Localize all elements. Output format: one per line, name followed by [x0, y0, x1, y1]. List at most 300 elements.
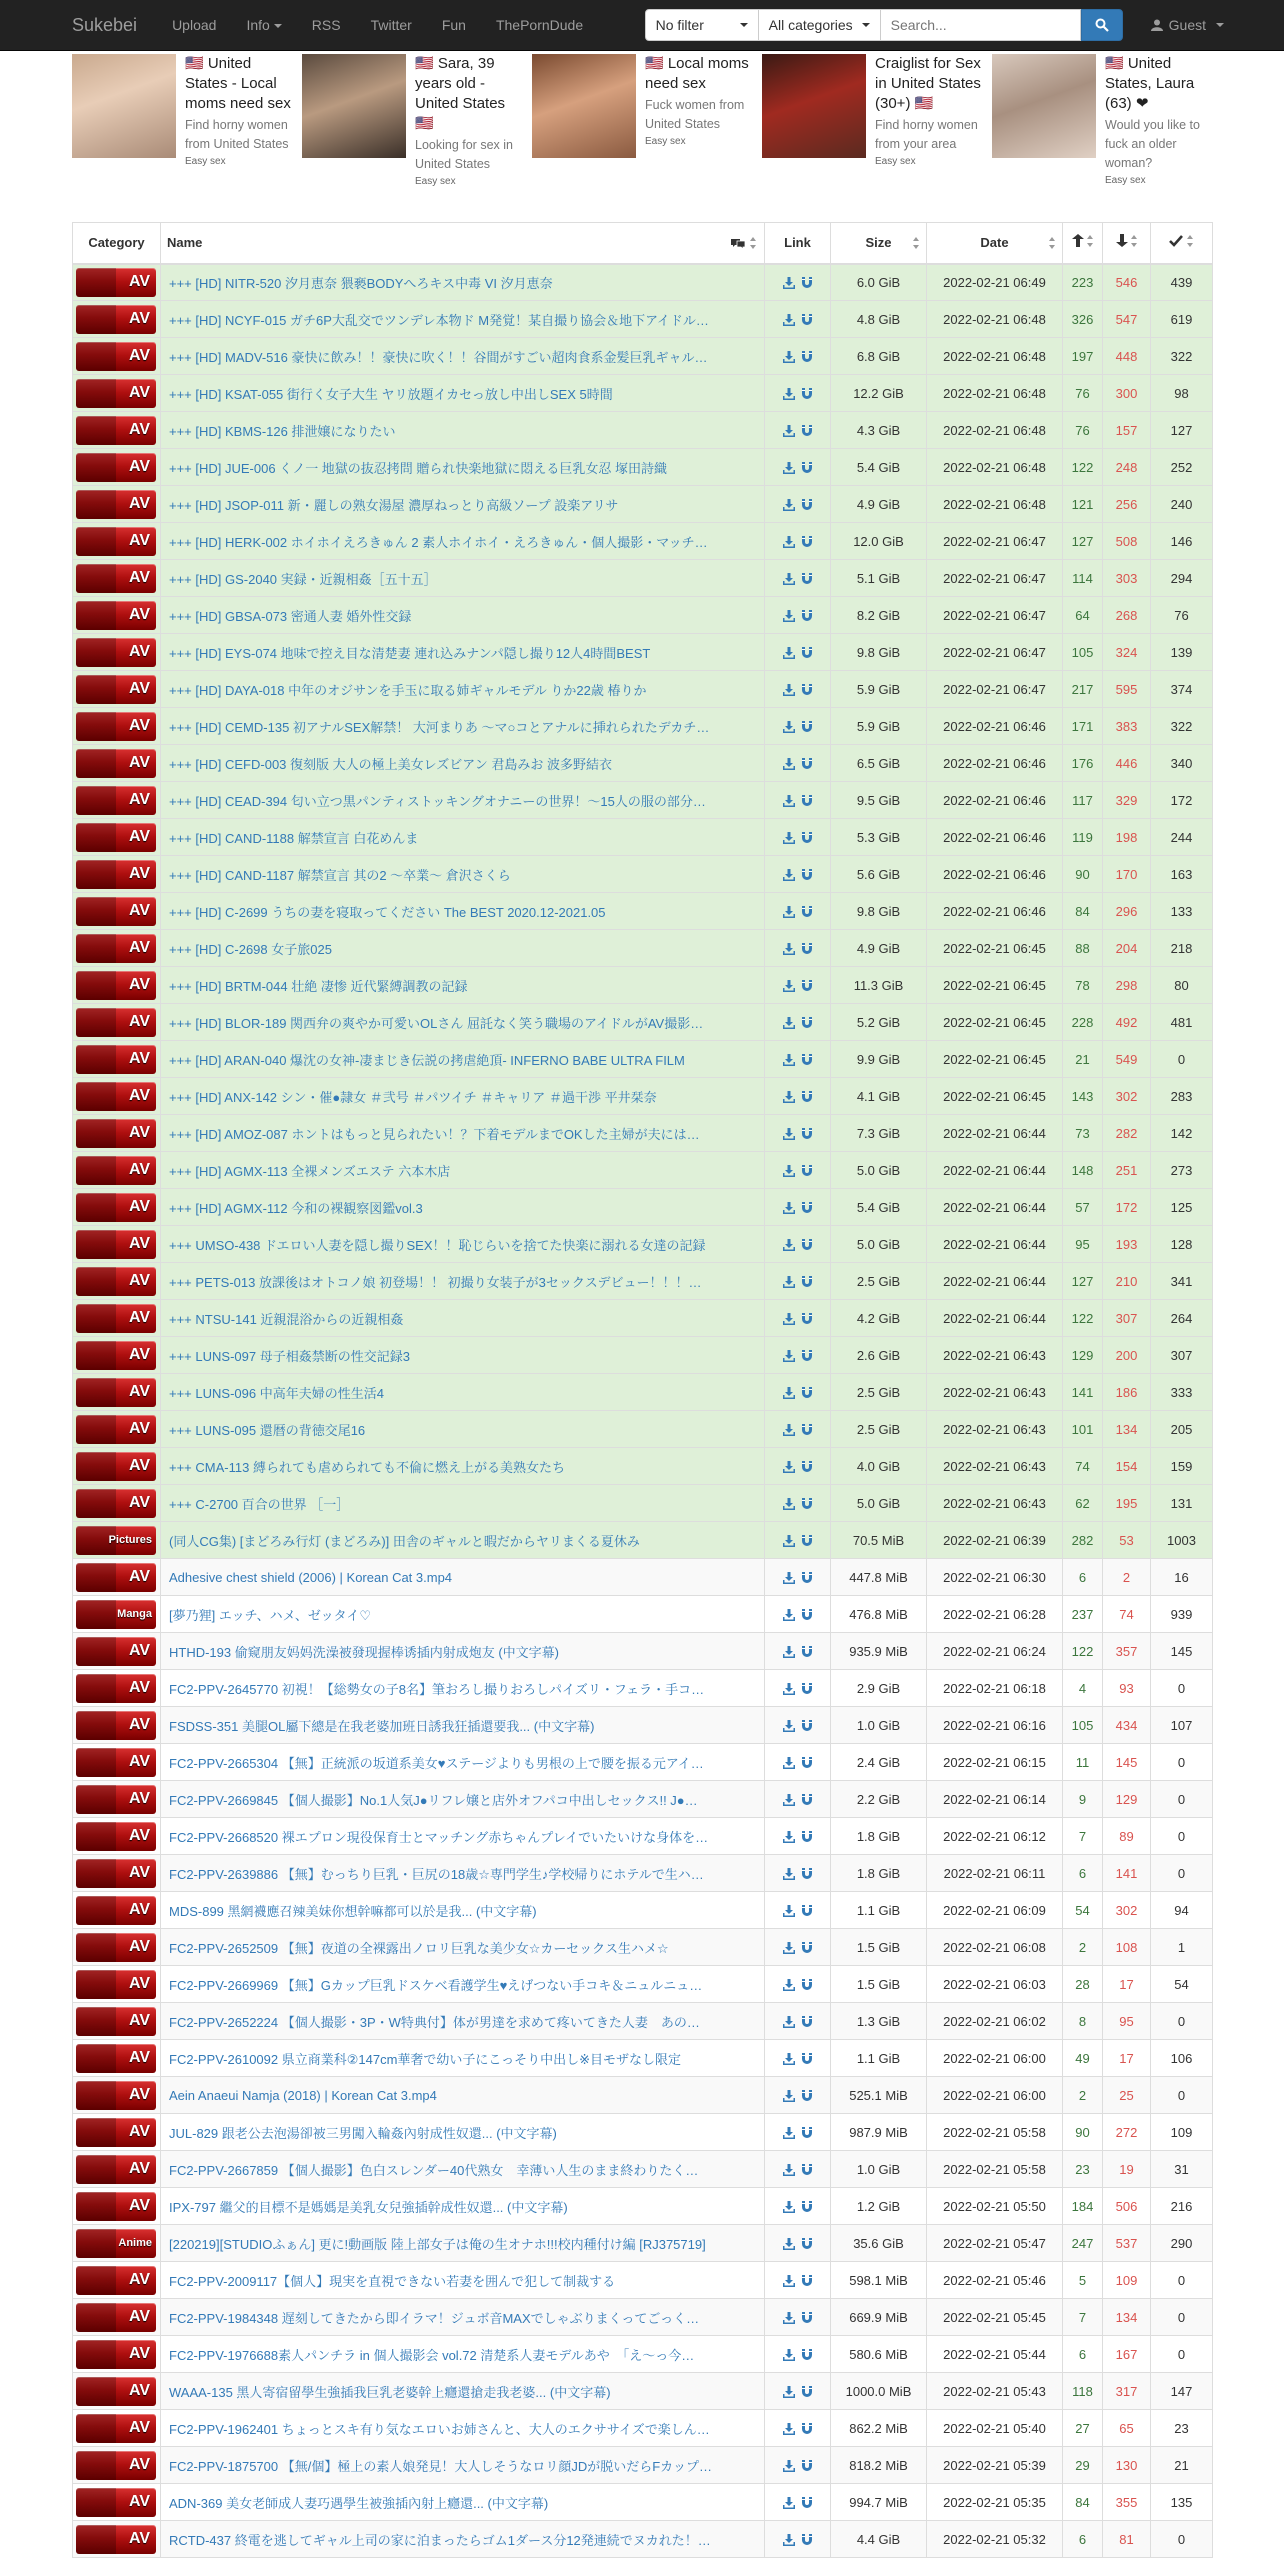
magnet-icon[interactable]	[801, 1646, 813, 1658]
category-badge[interactable]	[76, 416, 156, 445]
torrent-title-link[interactable]: FC2-PPV-2645770 初視！【総勢女の子8名】筆おろし撮りおろしパイズリ・フェラ・手コ…	[169, 1681, 705, 1697]
category-badge[interactable]	[76, 1230, 156, 1259]
magnet-icon[interactable]	[801, 314, 813, 326]
category-badge[interactable]	[76, 638, 156, 667]
magnet-icon[interactable]	[801, 536, 813, 548]
download-icon[interactable]	[783, 1017, 795, 1029]
torrent-title-link[interactable]: FC2-PPV-1984348 遅刻してきたから即イラマ！ジュボ音MAXでしゃぶりまくってごっく…	[169, 2310, 700, 2326]
download-icon[interactable]	[783, 1424, 795, 1436]
nav-twitter[interactable]: Twitter	[370, 17, 412, 33]
category-badge[interactable]	[76, 1822, 156, 1851]
magnet-icon[interactable]	[801, 2201, 813, 2213]
category-badge[interactable]	[76, 2044, 156, 2073]
torrent-title-link[interactable]: ADN-369 美女老師成人妻巧遇學生被強插內射上癮還... (中文字幕)	[169, 2495, 549, 2511]
brand-link[interactable]: Sukebei	[72, 14, 138, 35]
magnet-icon[interactable]	[801, 2312, 813, 2324]
magnet-icon[interactable]	[801, 462, 813, 474]
torrent-title-link[interactable]: Aein Anaeui Namja (2018) | Korean Cat 3.mp4	[169, 2087, 437, 2103]
torrent-title-link[interactable]: +++ [HD] CAND-1188 解禁宣言 白花めんま	[169, 830, 419, 846]
download-icon[interactable]	[783, 1091, 795, 1103]
magnet-icon[interactable]	[801, 1905, 813, 1917]
torrent-title-link[interactable]: +++ LUNS-096 中高年夫婦の性生活4	[169, 1385, 384, 1401]
category-badge[interactable]	[76, 564, 156, 593]
ad-item[interactable]	[302, 54, 532, 220]
size-cell: 1.8 GiB	[831, 1855, 927, 1892]
category-badge[interactable]	[76, 712, 156, 741]
category-badge[interactable]	[76, 749, 156, 778]
download-icon[interactable]	[783, 536, 795, 548]
torrent-title-link[interactable]: +++ PETS-013 放課後はオトコノ娘 初登場！！ 初撮り女装子が3セックスデビュー！！！…	[169, 1274, 702, 1290]
torrent-title-link[interactable]: +++ [HD] AGMX-112 今和の裸観察図鑑vol.3	[169, 1200, 423, 1216]
nav-info-label: Info	[246, 17, 270, 33]
name-cell	[161, 1004, 765, 1041]
category-badge[interactable]	[76, 1378, 156, 1407]
torrent-title-link[interactable]: +++ [HD] AGMX-113 全裸メンズエステ 六本木店	[169, 1163, 451, 1179]
magnet-icon[interactable]	[801, 1091, 813, 1103]
ad-image[interactable]	[762, 54, 866, 158]
header-category[interactable]: Category	[73, 223, 161, 264]
magnet-icon[interactable]	[801, 1868, 813, 1880]
torrent-title-link[interactable]: +++ [HD] JUE-006 くノ一 地獄の抜忍拷問 贈られ快楽地獄に悶える巨乳女忍 塚田詩織	[169, 460, 668, 476]
download-icon[interactable]	[783, 2534, 795, 2546]
download-icon[interactable]	[783, 2016, 795, 2028]
search-button[interactable]	[1081, 9, 1123, 41]
torrent-title-link[interactable]: +++ [HD] ARAN-040 爆沈の女神-凄まじき伝説の拷虐絶頂- INFERNO BABE ULTRA FILM	[169, 1052, 685, 1068]
download-icon[interactable]	[783, 1202, 795, 1214]
torrent-title-link[interactable]: +++ [HD] MADV-516 豪快に飲み！！豪快に吹く！！谷間がすごい超肉食系金髪巨乳ギャル…	[169, 349, 708, 365]
torrent-title-link[interactable]: +++ [HD] ANX-142 シン・催●隷女 ＃弐号 ＃パツイチ ＃キャリア ＃過干渉 平井栞奈	[169, 1089, 657, 1105]
torrent-title-link[interactable]: (同人CG集) [まどろみ行灯 (まどろみ)] 田舎のギャルと暇だからヤリまくる夏休み	[169, 1533, 640, 1549]
category-badge[interactable]	[76, 342, 156, 371]
magnet-icon[interactable]	[801, 1017, 813, 1029]
torrent-title-link[interactable]: +++ [HD] JSOP-011 新・麗しの熟女湯屋 濃厚ねっとり高級ソープ 設楽アリサ	[169, 497, 619, 513]
torrent-title-link[interactable]: FC2-PPV-2669969 【無】Gカップ巨乳ドスケベ看護学生♥えげつない手コキ＆ニュルニュ…	[169, 1977, 703, 1993]
link-cell	[765, 745, 831, 782]
category-cell	[73, 1670, 161, 1707]
torrent-title-link[interactable]: +++ [HD] AMOZ-087 ホントはもっと見られたい！？下着モデルまでOKした主婦が夫には…	[169, 1126, 700, 1142]
download-icon[interactable]	[783, 943, 795, 955]
download-icon[interactable]	[783, 1535, 795, 1547]
magnet-icon[interactable]	[801, 1498, 813, 1510]
magnet-icon[interactable]	[801, 1202, 813, 1214]
magnet-icon[interactable]	[801, 1239, 813, 1251]
ad-image[interactable]	[72, 54, 176, 158]
category-badge[interactable]	[76, 1304, 156, 1333]
category-badge[interactable]	[76, 2081, 156, 2110]
category-badge[interactable]	[76, 1267, 156, 1296]
download-icon[interactable]	[783, 2386, 795, 2398]
category-badge[interactable]	[76, 1119, 156, 1148]
download-icon[interactable]	[783, 2312, 795, 2324]
magnet-icon[interactable]	[801, 2460, 813, 2472]
category-badge[interactable]	[76, 1674, 156, 1703]
category-badge[interactable]	[76, 1156, 156, 1185]
nav-fun[interactable]: Fun	[441, 17, 466, 33]
torrent-title-link[interactable]: WAAA-135 黑人寄宿留學生強插我巨乳老婆幹上癮還搶走我老婆... (中文字幕)	[169, 2384, 611, 2400]
torrent-title-link[interactable]: FC2-PPV-1875700 【無/個】極上の素人娘発見！大人しそうなロリ顔JDが脱いだらFカップ…	[169, 2458, 713, 2474]
torrent-title-link[interactable]: +++ LUNS-095 還暦の背徳交尾16	[169, 1422, 366, 1438]
download-icon[interactable]	[783, 1942, 795, 1954]
magnet-icon[interactable]	[801, 2090, 813, 2102]
category-badge[interactable]	[76, 2303, 156, 2332]
torrent-title-link[interactable]: FC2-PPV-2665304 【無】正統派の坂道系美女♥ステージよりも男根の上で腰を振る元アイ…	[169, 1755, 704, 1771]
torrent-title-link[interactable]: HTHD-193 偷窥朋友妈妈洗澡被發现握棒诱插内射成炮友 (中文字幕)	[169, 1644, 560, 1660]
ad-title[interactable]: 🇺🇸 United States, Laura (63) ❤	[1105, 55, 1195, 112]
download-icon[interactable]	[783, 277, 795, 289]
leechers-cell: 17	[1103, 2040, 1151, 2077]
download-icon[interactable]	[783, 2275, 795, 2287]
seeders-cell: 127	[1063, 523, 1103, 560]
magnet-icon[interactable]	[801, 758, 813, 770]
category-badge[interactable]	[76, 2118, 156, 2147]
download-icon[interactable]	[783, 795, 795, 807]
category-badge[interactable]	[76, 675, 156, 704]
torrent-title-link[interactable]: +++ [HD] C-2699 うちの妻を寝取ってください The BEST 2020.12-2021.05	[169, 904, 606, 920]
category-badge[interactable]	[76, 823, 156, 852]
category-badge[interactable]	[76, 897, 156, 926]
torrent-title-link[interactable]: IPX-797 繼父的目標不是媽媽是美乳女兒強插幹成性奴還... (中文字幕)	[169, 2199, 568, 2215]
download-icon[interactable]	[783, 1609, 795, 1621]
download-icon[interactable]	[783, 906, 795, 918]
nav-upload[interactable]: Upload	[172, 17, 217, 33]
category-badge[interactable]	[76, 1526, 156, 1555]
torrent-title-link[interactable]: +++ [HD] GBSA-073 密通人妻 婚外性交録	[169, 608, 412, 624]
category-badge[interactable]	[76, 2229, 156, 2258]
magnet-icon[interactable]	[801, 1683, 813, 1695]
torrent-title-link[interactable]: +++ CMA-113 縛られても虐められても不倫に燃え上がる美熟女たち	[169, 1459, 565, 1475]
magnet-icon[interactable]	[801, 277, 813, 289]
category-badge[interactable]	[76, 1859, 156, 1888]
torrent-title-link[interactable]: +++ [HD] NITR-520 汐月恵奈 猥褻BODYへろキス中毒 VI 汐月恵奈	[169, 275, 553, 291]
torrent-title-link[interactable]: +++ [HD] NCYF-015 ガチ6P大乱交でツンデレ本物ド M発覚！某自撮り協会＆地下アイドル…	[169, 312, 709, 328]
torrent-title-link[interactable]: FC2-PPV-2652509 【無】夜道の全裸露出ノロリ巨乳な美少女☆カーセックス生ハメ☆	[169, 1940, 669, 1956]
download-icon[interactable]	[783, 2090, 795, 2102]
torrent-title-link[interactable]: +++ [HD] EYS-074 地味で控え目な清楚妻 連れ込みナンパ隠し撮り12人4時間BEST	[169, 645, 651, 661]
category-badge[interactable]	[76, 934, 156, 963]
download-icon[interactable]	[783, 1498, 795, 1510]
torrent-title-link[interactable]: +++ UMSO-438 ドエロい人妻を隠し撮りSEX！！恥じらいを捨てた快楽に溺れる女達の記録	[169, 1237, 706, 1253]
magnet-icon[interactable]	[801, 2275, 813, 2287]
category-badge[interactable]	[76, 1933, 156, 1962]
download-icon[interactable]	[783, 758, 795, 770]
header-completed[interactable]	[1151, 223, 1213, 264]
category-badge[interactable]	[76, 527, 156, 556]
download-icon[interactable]	[783, 1646, 795, 1658]
torrent-title-link[interactable]: +++ NTSU-141 近親混浴からの近親相姦	[169, 1311, 404, 1327]
leechers-cell: 95	[1103, 2003, 1151, 2040]
magnet-icon[interactable]	[801, 2349, 813, 2361]
name-cell	[161, 930, 765, 967]
download-icon[interactable]	[783, 2164, 795, 2176]
torrent-title-link[interactable]: JUL-829 跟老公去泡湯卻被三男闖入輪姦內射成性奴還... (中文字幕)	[169, 2125, 557, 2141]
torrent-title-link[interactable]: FC2-PPV-2668520 裸エプロン現役保育士とマッチング赤ちゃんプレイでいたいけな身体を…	[169, 1829, 709, 1845]
magnet-icon[interactable]	[801, 2497, 813, 2509]
magnet-icon[interactable]	[801, 1350, 813, 1362]
download-icon[interactable]	[783, 610, 795, 622]
torrent-title-link[interactable]: +++ LUNS-097 母子相姦禁断の性交記録3	[169, 1348, 410, 1364]
torrent-title-link[interactable]: +++ [HD] DAYA-018 中年のオジサンを手玉に取る姉ギャルモデル りか22歳 椿りか	[169, 682, 647, 698]
download-icon[interactable]	[783, 2201, 795, 2213]
download-icon[interactable]	[783, 2349, 795, 2361]
download-icon[interactable]	[783, 2497, 795, 2509]
torrent-title-link[interactable]: +++ [HD] CEAD-394 匂い立つ黒パンティストッキングオナニーの世界！～15人の服の部分…	[169, 793, 706, 809]
nav-theporndude[interactable]: ThePornDude	[495, 17, 584, 33]
category-badge[interactable]	[76, 490, 156, 519]
download-icon[interactable]	[783, 351, 795, 363]
nav-rss[interactable]: RSS	[311, 17, 341, 33]
magnet-icon[interactable]	[801, 980, 813, 992]
magnet-icon[interactable]	[801, 795, 813, 807]
category-label: AV	[128, 1308, 150, 1326]
category-cell	[73, 2225, 161, 2262]
header-seeders[interactable]	[1063, 223, 1103, 264]
torrent-title-link[interactable]: +++ [HD] BRTM-044 壮絶 凄惨 近代緊縛調教の記録	[169, 978, 468, 994]
magnet-icon[interactable]	[801, 1461, 813, 1473]
torrent-title-link[interactable]: FC2-PPV-2667859 【個人撮影】色白スレンダー40代熟女 幸薄い人生のまま終わりたく…	[169, 2162, 699, 2178]
magnet-icon[interactable]	[801, 1942, 813, 1954]
category-cell	[73, 1818, 161, 1855]
category-badge[interactable]	[76, 1711, 156, 1740]
download-icon[interactable]	[783, 1165, 795, 1177]
category-badge[interactable]	[76, 2377, 156, 2406]
torrent-title-link[interactable]: +++ [HD] CEFD-003 復刻版 大人の極上美女レズビアン 君島みお 波多野結衣	[169, 756, 612, 772]
torrent-title-link[interactable]: FC2-PPV-1976688素人パンチラ in 個人撮影会 vol.72 清楚系人妻モデルあや 「え～っ今…	[169, 2347, 695, 2363]
magnet-icon[interactable]	[801, 943, 813, 955]
category-badge[interactable]	[76, 305, 156, 334]
magnet-icon[interactable]	[801, 1720, 813, 1732]
download-icon[interactable]	[783, 684, 795, 696]
ad-image[interactable]	[992, 54, 1096, 158]
torrent-title-link[interactable]: FC2-PPV-2669845 【個人撮影】No.1人気J●リフレ嬢と店外オフパコ中出しセックス!! J●…	[169, 1792, 698, 1808]
category-badge[interactable]	[76, 1748, 156, 1777]
magnet-icon[interactable]	[801, 1387, 813, 1399]
category-badge[interactable]	[76, 860, 156, 889]
magnet-icon[interactable]	[801, 1572, 813, 1584]
magnet-icon[interactable]	[801, 2238, 813, 2250]
download-icon[interactable]	[783, 462, 795, 474]
download-icon[interactable]	[783, 388, 795, 400]
category-badge[interactable]	[76, 1600, 156, 1629]
category-badge[interactable]	[76, 2414, 156, 2443]
download-icon[interactable]	[783, 1720, 795, 1732]
torrent-title-link[interactable]: +++ [HD] BLOR-189 関西弁の爽やか可愛いOLさん 屈託なく笑う職場のアイドルがAV撮影…	[169, 1015, 704, 1031]
download-icon[interactable]	[783, 869, 795, 881]
magnet-icon[interactable]	[801, 1794, 813, 1806]
torrent-title-link[interactable]: +++ [HD] KSAT-055 街行く女子大生 ヤリ放題イカセっ放し中出しSEX 5時間	[169, 386, 613, 402]
torrent-title-link[interactable]: +++ [HD] C-2698 女子旅025	[169, 941, 332, 957]
filter-select[interactable]	[645, 9, 759, 41]
magnet-icon[interactable]	[801, 2423, 813, 2435]
category-badge[interactable]	[76, 2451, 156, 2480]
torrent-title-link[interactable]: +++ [HD] GS-2040 実録・近親相姦［五十五］	[169, 571, 437, 587]
ad-item[interactable]	[992, 54, 1222, 220]
torrent-title-link[interactable]: +++ [HD] KBMS-126 排泄嬢になりたい	[169, 423, 396, 439]
download-icon[interactable]	[783, 1572, 795, 1584]
category-badge[interactable]	[76, 1637, 156, 1666]
torrent-title-link[interactable]: +++ [HD] CAND-1187 解禁宣言 其の2 ～卒業～ 倉沢さくら	[169, 867, 511, 883]
search-input[interactable]	[881, 9, 1081, 41]
category-badge[interactable]	[76, 1415, 156, 1444]
magnet-icon[interactable]	[801, 2053, 813, 2065]
download-icon[interactable]	[783, 1794, 795, 1806]
category-badge[interactable]	[76, 1082, 156, 1111]
magnet-icon[interactable]	[801, 1313, 813, 1325]
download-icon[interactable]	[783, 647, 795, 659]
download-icon[interactable]	[783, 832, 795, 844]
torrent-title-link[interactable]: FC2-PPV-2652224 【個人撮影・3P・W特典付】体が男達を求めて疼いてきた人妻 あの…	[169, 2014, 700, 2030]
download-icon[interactable]	[783, 1868, 795, 1880]
category-badge[interactable]	[76, 1008, 156, 1037]
download-icon[interactable]	[783, 1905, 795, 1917]
torrent-title-link[interactable]: FC2-PPV-2610092 県立商業科②147cm華奢で幼い子にこっそり中出し※目モザなし限定	[169, 2051, 682, 2067]
magnet-icon[interactable]	[801, 1054, 813, 1066]
torrent-title-link[interactable]: FC2-PPV-2009117【個人】現実を直視できない若妻を囲んで犯して制裁する	[169, 2273, 616, 2289]
category-badge[interactable]	[76, 2525, 156, 2554]
category-badge[interactable]	[76, 1563, 156, 1592]
category-badge[interactable]	[76, 601, 156, 630]
ad-item[interactable]	[762, 54, 992, 220]
category-badge[interactable]	[76, 2007, 156, 2036]
torrent-title-link[interactable]: +++ [HD] CEMD-135 初アナルSEX解禁！ 大河まりあ ～マ○コとアナルに挿れられたデカチ…	[169, 719, 710, 735]
download-icon[interactable]	[783, 721, 795, 733]
download-icon[interactable]	[783, 2127, 795, 2139]
magnet-icon[interactable]	[801, 1979, 813, 1991]
download-icon[interactable]	[783, 1461, 795, 1473]
magnet-icon[interactable]	[801, 2016, 813, 2028]
magnet-icon[interactable]	[801, 721, 813, 733]
category-badge[interactable]	[76, 2340, 156, 2369]
magnet-icon[interactable]	[801, 869, 813, 881]
magnet-icon[interactable]	[801, 1165, 813, 1177]
magnet-icon[interactable]	[801, 499, 813, 511]
download-icon[interactable]	[783, 1831, 795, 1843]
torrent-title-link[interactable]: +++ C-2700 百合の世界 ［一］	[169, 1496, 350, 1512]
ad-image[interactable]	[532, 54, 636, 158]
magnet-icon[interactable]	[801, 2386, 813, 2398]
category-badge[interactable]	[76, 1045, 156, 1074]
download-icon[interactable]	[783, 1350, 795, 1362]
magnet-icon[interactable]	[801, 388, 813, 400]
download-icon[interactable]	[783, 2053, 795, 2065]
ad-image[interactable]	[302, 54, 406, 158]
header-name[interactable]	[161, 223, 765, 264]
torrent-title-link[interactable]: +++ [HD] HERK-002 ホイホイえろきゅん 2 素人ホイホイ・えろきゅん・個人撮影・マッチ…	[169, 534, 708, 550]
category-badge[interactable]	[76, 786, 156, 815]
category-badge[interactable]	[76, 1452, 156, 1481]
category-select[interactable]	[759, 9, 881, 41]
download-icon[interactable]	[783, 314, 795, 326]
size-cell: 1.1 GiB	[831, 2040, 927, 2077]
download-icon[interactable]	[783, 2238, 795, 2250]
category-badge[interactable]	[76, 2266, 156, 2295]
torrent-title-link[interactable]: [夢乃狸] エッチ、ハメ、ゼッタイ♡	[169, 1607, 372, 1623]
category-badge[interactable]	[76, 1193, 156, 1222]
download-icon[interactable]	[783, 499, 795, 511]
magnet-icon[interactable]	[801, 647, 813, 659]
ad-title[interactable]: 🇺🇸 United States - Local moms need sex	[185, 55, 291, 112]
table-row	[73, 1263, 1213, 1300]
category-badge[interactable]	[76, 1341, 156, 1370]
category-badge[interactable]	[76, 1970, 156, 1999]
download-icon[interactable]	[783, 980, 795, 992]
comments-sort-icon[interactable]	[730, 236, 758, 253]
download-icon[interactable]	[783, 1313, 795, 1325]
download-icon[interactable]	[783, 2423, 795, 2435]
torrent-title-link[interactable]: FSDSS-351 美腿OL屬下總是在我老婆加班日誘我狂插還要我... (中文字幕)	[169, 1718, 595, 1734]
magnet-icon[interactable]	[801, 2164, 813, 2176]
download-icon[interactable]	[783, 1239, 795, 1251]
torrent-title-link[interactable]: MDS-899 黑網襪應召辣美妹你想幹嘛都可以於是我... (中文字幕)	[169, 1903, 537, 1919]
nav-info[interactable]	[231, 0, 296, 50]
torrent-title-link[interactable]: FC2-PPV-2639886 【無】むっちり巨乳・巨尻の18歳☆専門学生♪学校帰りにホテルで生ハ…	[169, 1866, 704, 1882]
download-icon[interactable]	[783, 1128, 795, 1140]
magnet-icon[interactable]	[801, 684, 813, 696]
category-badge[interactable]	[76, 1489, 156, 1518]
magnet-icon[interactable]	[801, 1609, 813, 1621]
magnet-icon[interactable]	[801, 425, 813, 437]
torrent-title-link[interactable]: FC2-PPV-1962401 ちょっとスキ有り気なエロいお姉さんと、大人のエクササイズで楽しん…	[169, 2421, 710, 2437]
category-badge[interactable]	[76, 1785, 156, 1814]
user-menu[interactable]	[1151, 17, 1224, 33]
download-icon[interactable]	[783, 573, 795, 585]
torrent-title-link[interactable]: RCTD-437 終電を逃してギャル上司の家に泊まったらゴム1ダース分12発連続でヌカれた！…	[169, 2532, 711, 2548]
download-icon[interactable]	[783, 2460, 795, 2472]
category-badge[interactable]	[76, 971, 156, 1000]
category-badge[interactable]	[76, 379, 156, 408]
leechers-cell: 317	[1103, 2373, 1151, 2410]
magnet-icon[interactable]	[801, 1128, 813, 1140]
download-icon[interactable]	[783, 1054, 795, 1066]
category-badge[interactable]	[76, 1896, 156, 1925]
header-size[interactable]	[831, 223, 927, 264]
magnet-icon[interactable]	[801, 2534, 813, 2546]
name-cell	[161, 708, 765, 745]
download-icon[interactable]	[783, 1276, 795, 1288]
download-icon[interactable]	[783, 1757, 795, 1769]
header-date[interactable]	[927, 223, 1063, 264]
ad-item[interactable]	[72, 54, 302, 220]
category-badge[interactable]	[76, 2155, 156, 2184]
download-icon[interactable]	[783, 1387, 795, 1399]
magnet-icon[interactable]	[801, 1276, 813, 1288]
ad-title[interactable]: 🇺🇸 Local moms need sex	[645, 55, 749, 92]
category-badge[interactable]	[76, 2192, 156, 2221]
download-icon[interactable]	[783, 1979, 795, 1991]
header-leechers[interactable]	[1103, 223, 1151, 264]
download-icon[interactable]	[783, 1683, 795, 1695]
magnet-icon[interactable]	[801, 1424, 813, 1436]
magnet-icon[interactable]	[801, 573, 813, 585]
category-badge[interactable]	[76, 453, 156, 482]
magnet-icon[interactable]	[801, 610, 813, 622]
ad-item[interactable]	[532, 54, 762, 220]
magnet-icon[interactable]	[801, 2127, 813, 2139]
table-row	[73, 1929, 1213, 1966]
magnet-icon[interactable]	[801, 1535, 813, 1547]
magnet-icon[interactable]	[801, 351, 813, 363]
magnet-icon[interactable]	[801, 832, 813, 844]
ad-title[interactable]: 🇺🇸 Sara, 39 years old - United States 🇺🇸	[415, 55, 506, 132]
magnet-icon[interactable]	[801, 1757, 813, 1769]
torrent-title-link[interactable]: [220219][STUDIOふぁん] 更に!動画版 陸上部女子は俺の生オナホ!!!校内種付け編 [RJ375719]	[169, 2236, 706, 2252]
download-icon[interactable]	[783, 425, 795, 437]
magnet-icon[interactable]	[801, 1831, 813, 1843]
category-badge[interactable]	[76, 268, 156, 297]
ad-title[interactable]: Craiglist for Sex in United States (30+) 🇺🇸	[875, 55, 981, 112]
magnet-icon[interactable]	[801, 906, 813, 918]
category-badge[interactable]	[76, 2488, 156, 2517]
torrent-title-link[interactable]: Adhesive chest shield (2006) | Korean Cat 3.mp4	[169, 1569, 453, 1585]
